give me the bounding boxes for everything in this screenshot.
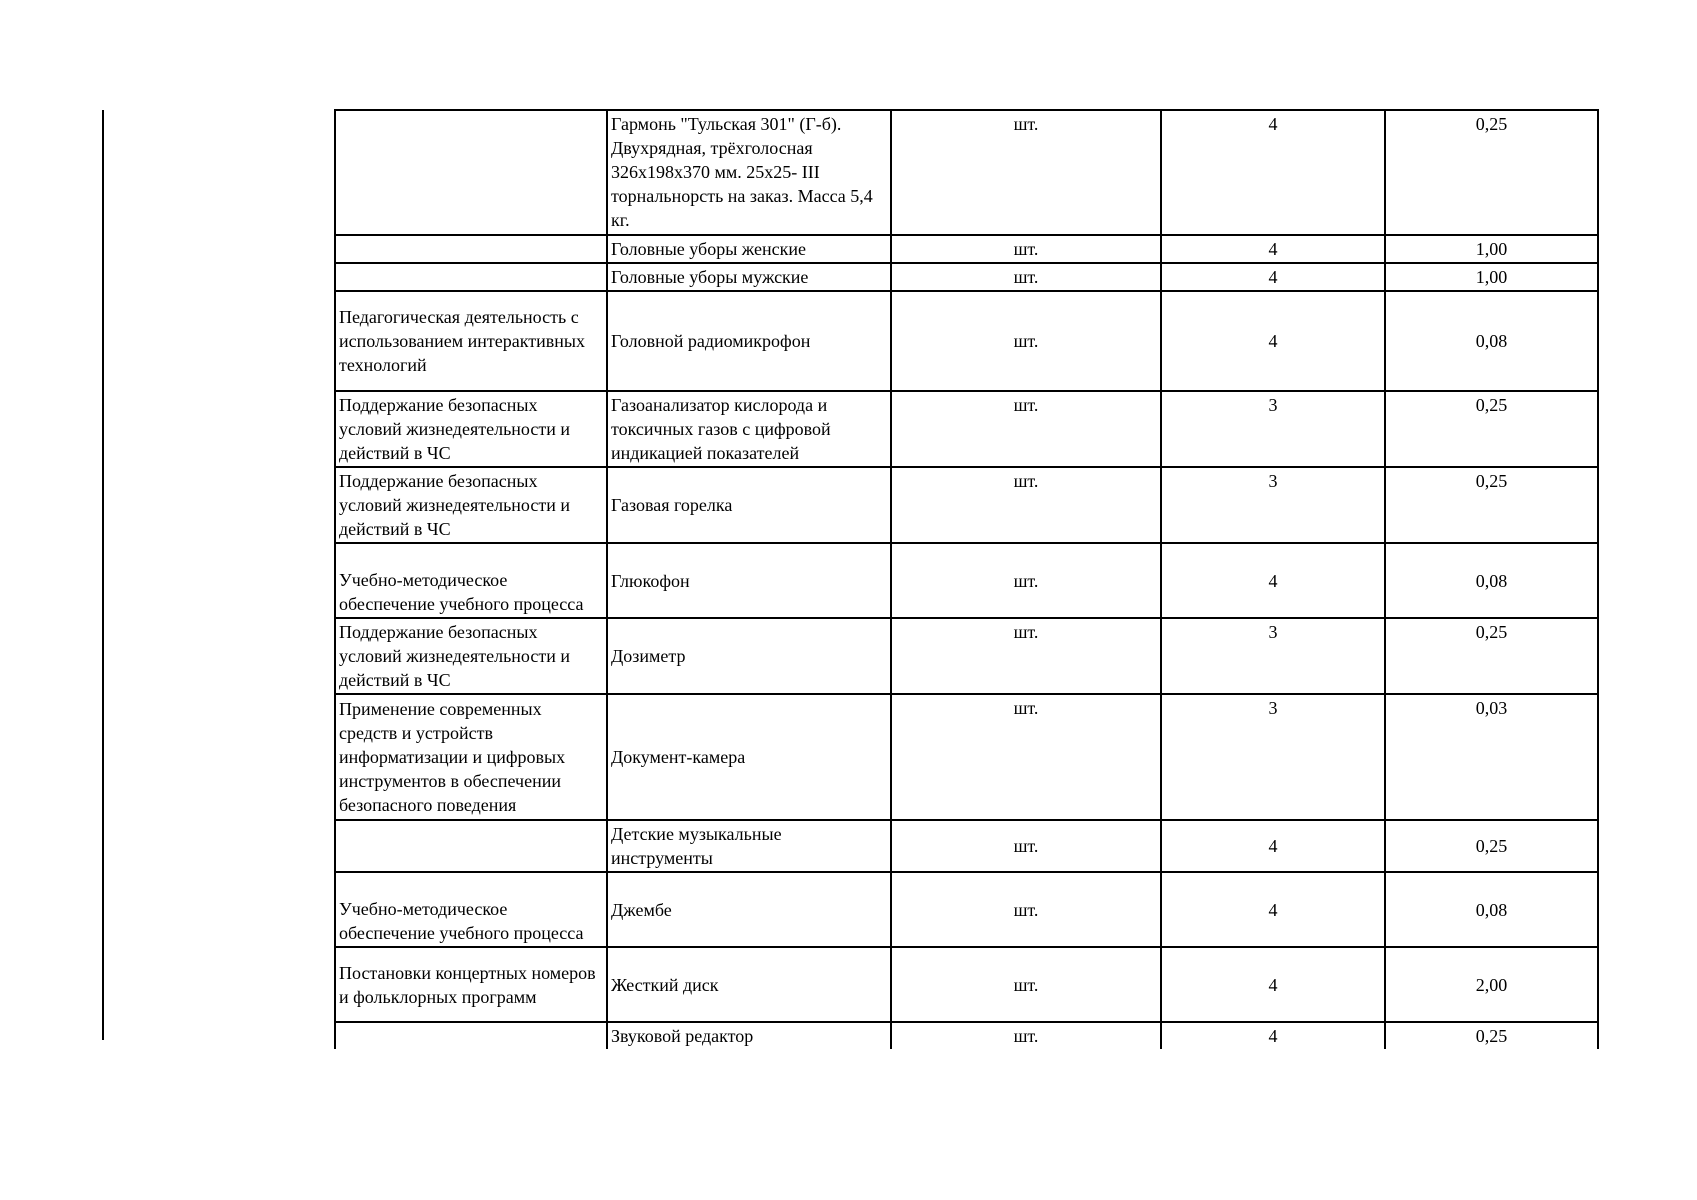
table-row xyxy=(335,1022,1598,1049)
unit-cell: шт. xyxy=(891,291,1161,391)
value-cell: 1,00 xyxy=(1385,235,1598,263)
page-margin-line xyxy=(102,110,104,1040)
activity-cell xyxy=(335,1022,607,1049)
quantity-cell: 4 xyxy=(1161,947,1385,1022)
table-row xyxy=(335,618,1598,694)
unit-cell: шт. xyxy=(891,391,1161,467)
item-name-cell: Джембе xyxy=(607,872,891,947)
table-row xyxy=(335,291,1598,391)
unit-cell: шт. xyxy=(891,263,1161,291)
item-name-cell: Дозиметр xyxy=(607,618,891,694)
activity-cell: Постановки концертных номеров и фольклорных программ xyxy=(335,947,607,1022)
table-row xyxy=(335,235,1598,263)
activity-cell: Педагогическая деятельность с использованием интерактивных технологий xyxy=(335,291,607,391)
activity-cell: Поддержание безопасных условий жизнедеятельности и действий в ЧС xyxy=(335,391,607,467)
value-cell: 0,25 xyxy=(1385,467,1598,543)
item-name-cell: Документ-камера xyxy=(607,694,891,820)
quantity-cell: 3 xyxy=(1161,694,1385,820)
table-row xyxy=(335,263,1598,291)
item-name-cell: Газовая горелка xyxy=(607,467,891,543)
table-row xyxy=(335,543,1598,618)
activity-cell xyxy=(335,263,607,291)
unit-cell: шт. xyxy=(891,820,1161,872)
value-cell: 0,25 xyxy=(1385,110,1598,235)
unit-cell: шт. xyxy=(891,543,1161,618)
item-name-cell: Гармонь "Тульская 301" (Г-б). Двухрядная, трёхголосная 326х198х370 мм. 25х25- III торнальнорсть на заказ. Масса 5,4 кг. xyxy=(607,110,891,235)
unit-cell: шт. xyxy=(891,618,1161,694)
value-cell: 0,08 xyxy=(1385,291,1598,391)
item-name-cell: Газоанализатор кислорода и токсичных газов с цифровой индикацией показателей xyxy=(607,391,891,467)
activity-cell xyxy=(335,235,607,263)
activity-cell: Учебно-методическое обеспечение учебного процесса xyxy=(335,543,607,618)
unit-cell: шт. xyxy=(891,1022,1161,1049)
table-row xyxy=(335,694,1598,820)
table-row xyxy=(335,947,1598,1022)
value-cell: 0,08 xyxy=(1385,872,1598,947)
item-name-cell: Детские музыкальные инструменты xyxy=(607,820,891,872)
unit-cell: шт. xyxy=(891,947,1161,1022)
item-name-cell: Головные уборы мужские xyxy=(607,263,891,291)
value-cell: 2,00 xyxy=(1385,947,1598,1022)
quantity-cell: 3 xyxy=(1161,618,1385,694)
activity-cell: Поддержание безопасных условий жизнедеятельности и действий в ЧС xyxy=(335,618,607,694)
item-name-cell: Головные уборы женские xyxy=(607,235,891,263)
table-row xyxy=(335,467,1598,543)
quantity-cell: 4 xyxy=(1161,291,1385,391)
activity-cell: Учебно-методическое обеспечение учебного процесса xyxy=(335,872,607,947)
item-name-cell: Глюкофон xyxy=(607,543,891,618)
equipment-table xyxy=(334,109,1599,1049)
table-row xyxy=(335,110,1598,235)
value-cell: 0,25 xyxy=(1385,820,1598,872)
activity-cell xyxy=(335,110,607,235)
table-row xyxy=(335,820,1598,872)
quantity-cell: 3 xyxy=(1161,467,1385,543)
quantity-cell: 4 xyxy=(1161,1022,1385,1049)
quantity-cell: 4 xyxy=(1161,872,1385,947)
quantity-cell: 3 xyxy=(1161,391,1385,467)
value-cell: 0,03 xyxy=(1385,694,1598,820)
item-name-cell: Звуковой редактор xyxy=(607,1022,891,1049)
unit-cell: шт. xyxy=(891,235,1161,263)
unit-cell: шт. xyxy=(891,694,1161,820)
value-cell: 1,00 xyxy=(1385,263,1598,291)
quantity-cell: 4 xyxy=(1161,235,1385,263)
quantity-cell: 4 xyxy=(1161,543,1385,618)
value-cell: 0,25 xyxy=(1385,618,1598,694)
unit-cell: шт. xyxy=(891,467,1161,543)
value-cell: 0,25 xyxy=(1385,391,1598,467)
quantity-cell: 4 xyxy=(1161,820,1385,872)
quantity-cell: 4 xyxy=(1161,263,1385,291)
table-row xyxy=(335,872,1598,947)
unit-cell: шт. xyxy=(891,872,1161,947)
item-name-cell: Головной радиомикрофон xyxy=(607,291,891,391)
activity-cell: Применение современных средств и устройств информатизации и цифровых инструментов в обеспечении безопасного поведения xyxy=(335,694,607,820)
value-cell: 0,25 xyxy=(1385,1022,1598,1049)
activity-cell xyxy=(335,820,607,872)
table-row xyxy=(335,391,1598,467)
quantity-cell: 4 xyxy=(1161,110,1385,235)
item-name-cell: Жесткий диск xyxy=(607,947,891,1022)
value-cell: 0,08 xyxy=(1385,543,1598,618)
activity-cell: Поддержание безопасных условий жизнедеятельности и действий в ЧС xyxy=(335,467,607,543)
unit-cell: шт. xyxy=(891,110,1161,235)
